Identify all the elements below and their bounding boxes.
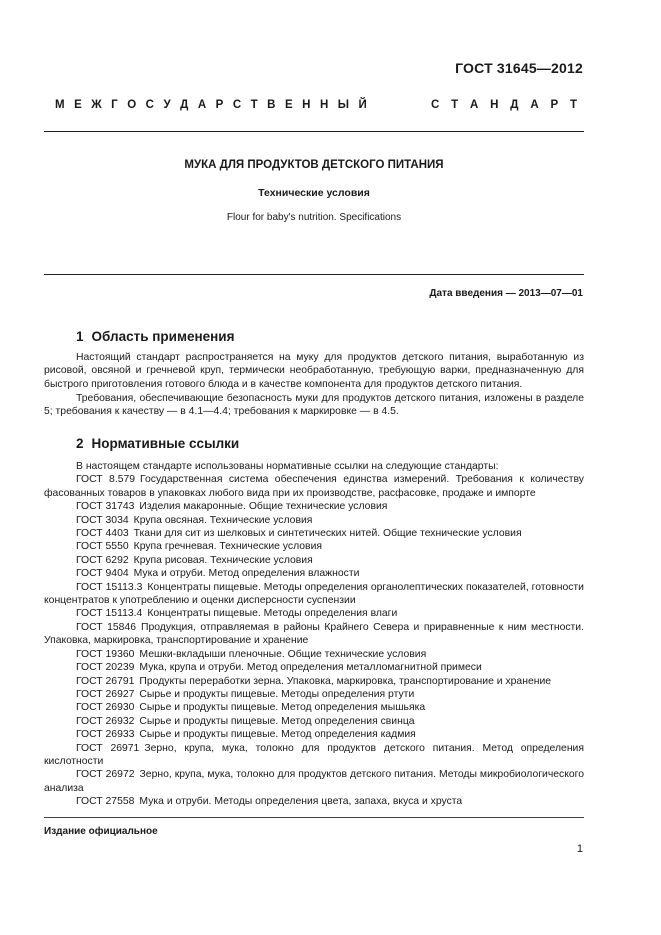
section-number: 1: [76, 329, 84, 344]
banner-letter: Н: [319, 99, 329, 111]
footer-rule: [44, 817, 584, 818]
references-intro: В настоящем стандарте использованы нормативные ссылки на следующие стандарты:: [76, 461, 499, 472]
banner-letter: Й: [358, 99, 367, 111]
reference-title: Мука, крупа и отруби. Метод определения металломагнитной примеси: [139, 662, 482, 674]
reference-title: Продукты переработки зерна. Упаковка, маркировка, транспортирование и хранение: [139, 675, 552, 687]
standard-word: [431, 99, 577, 111]
reference-code: ГОСТ 26932: [76, 715, 135, 727]
reference-code: ГОСТ 27558: [76, 796, 135, 808]
reference-code: ГОСТ 5550: [76, 541, 129, 553]
banner-letter: А: [197, 99, 207, 111]
reference-title: Сырье и продукты пищевые. Методы определения ртути: [139, 688, 415, 700]
reference-title: Сырье и продукты пищевые. Метод определения мышьяка: [139, 702, 426, 714]
reference-item: [44, 527, 584, 540]
banner-letter: Д: [180, 99, 189, 111]
reference-title: Зерно, крупа, мука, толокно для продуктов детского питания. Метод определения кислотности: [44, 742, 584, 767]
banner-letter: М: [55, 99, 65, 111]
reference-item: [44, 715, 584, 728]
reference-item: [44, 661, 584, 674]
normative-references: [44, 460, 584, 809]
reference-code: ГОСТ 26927: [76, 688, 135, 700]
page-number: 1: [576, 843, 583, 855]
reference-item: [44, 554, 584, 567]
reference-code: ГОСТ 20239: [76, 662, 135, 674]
top-rule: [44, 131, 584, 132]
reference-title: Концентраты пищевые. Методы определения влаги: [147, 608, 398, 620]
reference-code: ГОСТ 9404: [76, 568, 129, 580]
banner-letter: Н: [302, 99, 311, 111]
banner-letter: У: [163, 99, 171, 111]
banner-letter: Ж: [91, 99, 102, 111]
reference-title: Крупа рисовая. Технические условия: [133, 554, 313, 566]
reference-title: Ткани для сит из шелковых и синтетических нитей. Общие технические условия: [133, 528, 522, 540]
reference-item: [44, 688, 584, 701]
reference-title: Сырье и продукты пищевые. Метод определения свинца: [139, 715, 415, 727]
reference-code: ГОСТ 26930: [76, 702, 135, 714]
banner-letter: Ы: [337, 99, 350, 111]
interstate-standard-banner: [55, 99, 577, 111]
introduction-date: Дата введения — 2013—07—01: [429, 288, 583, 299]
section-number: 2: [76, 436, 84, 451]
reference-title: Крупа овсяная. Технические условия: [133, 514, 313, 526]
reference-title: Государственная система обеспечения единства измерений. Требования к количеству фасованных товаров в упаковках любого вида при их производстве, расфасовке, продаже и импорте: [44, 474, 584, 499]
reference-item: [44, 514, 584, 527]
reference-item: [44, 728, 584, 741]
banner-letter: О: [127, 99, 137, 111]
reference-title: Мука и отруби. Методы определения цвета, запаха, вкуса и хруста: [139, 796, 463, 808]
reference-title: Продукция, отправляемая в районы Крайнего Севера и приравненные к ним местности. Упаковка, маркировка, транспортирование и хранение: [44, 621, 584, 647]
interstate-word: [55, 99, 367, 111]
reference-item: [44, 500, 584, 513]
section-1-paragraph-2: Требования, обеспечивающие безопасность муки для продуктов детского питания, изложены в разделе 5; требования к качеству — в 4.1—4.4; требования к маркировке — в 4.5.: [44, 393, 584, 418]
banner-letter: С: [431, 99, 440, 111]
reference-item: [44, 701, 584, 714]
reference-title: Мешки-вкладыши пленочные. Общие технические условия: [139, 648, 427, 660]
title-rule: [44, 274, 584, 275]
section-title: Нормативные ссылки: [91, 436, 240, 451]
reference-item: [44, 742, 584, 769]
banner-letter: А: [470, 99, 479, 111]
reference-code: ГОСТ 26972: [76, 769, 135, 781]
reference-item: [44, 607, 584, 620]
reference-code: ГОСТ 26971: [76, 742, 140, 754]
banner-letter: Е: [284, 99, 293, 111]
reference-title: Мука и отруби. Метод определения влажности: [133, 568, 360, 580]
reference-code: ГОСТ 15113.4: [76, 608, 143, 620]
banner-letter: Д: [510, 99, 519, 111]
section-1-paragraph-1: Настоящий стандарт распространяется на муку для продуктов детского питания, выработанную из рисовой, овсяной и гречневой круп, термически необработанную, требующую варки, предназначенную для быстрого приготовления готового блюда и в качестве компонента для продуктов детского питания.: [44, 352, 584, 390]
reference-title: Крупа гречневая. Технические условия: [133, 541, 322, 553]
banner-letter: Т: [250, 99, 258, 111]
reference-item: [44, 621, 584, 648]
banner-letter: Г: [111, 99, 118, 111]
document-english-title: Flour for baby's nutrition. Specifications: [226, 212, 402, 223]
banner-letter: Т: [451, 99, 459, 111]
reference-code: ГОСТ 26933: [76, 729, 135, 741]
section-1-heading: [76, 329, 234, 344]
official-edition-label: Издание официальное: [44, 826, 158, 837]
banner-letter: Р: [550, 99, 559, 111]
banner-letter: А: [530, 99, 539, 111]
reference-code: ГОСТ 15846: [76, 621, 136, 633]
section-title: Область применения: [91, 329, 235, 344]
reference-code: ГОСТ 4403: [76, 528, 129, 540]
document-title: МУКА ДЛЯ ПРОДУКТОВ ДЕТСКОГО ПИТАНИЯ: [184, 159, 444, 171]
reference-item: [44, 567, 584, 580]
reference-code: ГОСТ 8.579: [76, 474, 136, 486]
reference-title: Сырье и продукты пищевые. Метод определения кадмия: [139, 729, 416, 741]
banner-letter: В: [267, 99, 276, 111]
reference-code: ГОСТ 6292: [76, 554, 129, 566]
gost-code: ГОСТ 31645—2012: [455, 60, 583, 76]
banner-letter: С: [145, 99, 154, 111]
reference-title: Изделия макаронные. Общие технические условия: [139, 501, 388, 513]
reference-item: [44, 795, 584, 808]
reference-code: ГОСТ 3034: [76, 514, 129, 526]
reference-code: ГОСТ 26791: [76, 675, 135, 687]
reference-item: [44, 768, 584, 795]
banner-letter: Т: [569, 99, 577, 111]
reference-item: [44, 540, 584, 553]
banner-letter: С: [232, 99, 242, 111]
reference-title: Концентраты пищевые. Методы определения органолептических показателей, готовности концентратов к употреблению и оценки дисперсности суспензии: [44, 581, 584, 607]
banner-letter: Н: [490, 99, 499, 111]
reference-code: ГОСТ 15113.3: [76, 581, 143, 593]
reference-code: ГОСТ 31743: [76, 501, 135, 513]
reference-item: [44, 648, 584, 661]
reference-title: Зерно, крупа, мука, толокно для продуктов детского питания. Методы микробиологического анализа: [44, 769, 584, 794]
reference-item: [44, 581, 584, 608]
reference-item: [44, 473, 584, 500]
document-subtitle: Технические условия: [258, 187, 370, 199]
banner-letter: Е: [74, 99, 82, 111]
section-2-heading: [76, 436, 239, 451]
reference-code: ГОСТ 19360: [76, 648, 135, 660]
reference-item: [44, 675, 584, 688]
reference-list: [44, 473, 584, 808]
banner-letter: Р: [215, 99, 224, 111]
